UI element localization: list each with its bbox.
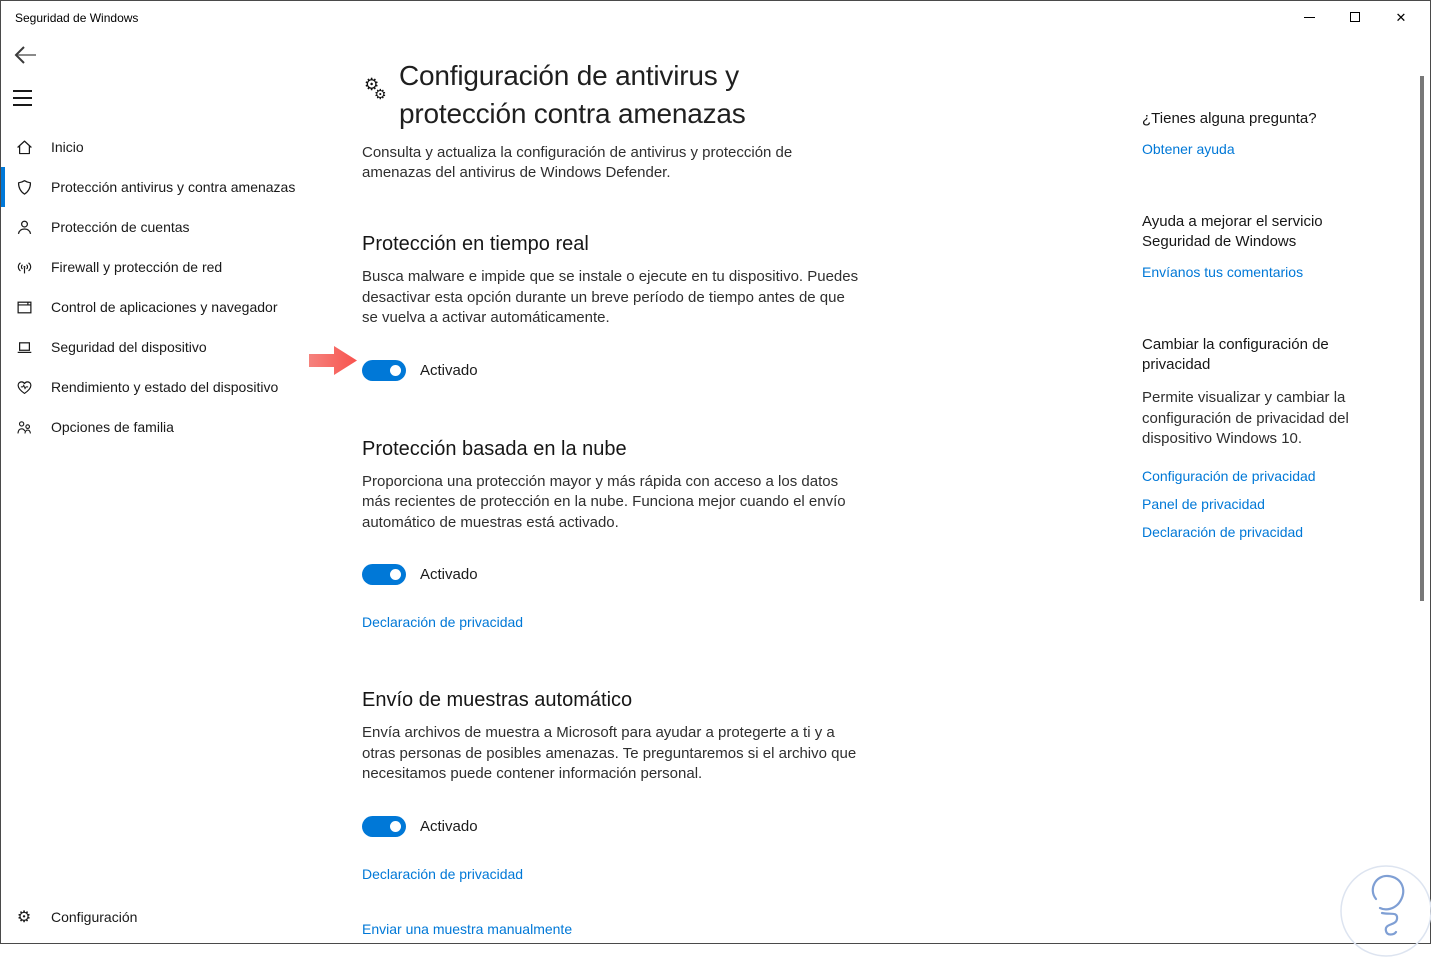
sidebar-bottom: [1, 897, 341, 937]
sidebar-item-label: Control de aplicaciones y navegador: [51, 299, 278, 315]
close-button[interactable]: [1378, 1, 1424, 33]
privacy-statement-link[interactable]: Declaración de privacidad: [362, 614, 524, 630]
improve-heading: Ayuda a mejorar el servicio Seguridad de Windows: [1142, 213, 1323, 250]
section-heading-muestras: Envío de muestras automático: [362, 689, 633, 711]
lightbulb-watermark-logo: [1324, 853, 1431, 965]
toggle-state-label: Activado: [420, 566, 478, 583]
person-icon: [15, 218, 33, 236]
selected-accent-bar: [1, 167, 5, 207]
sidebar-item-seguridad-dispositivo[interactable]: [1, 327, 341, 367]
sidebar-item-configuracion[interactable]: [1, 897, 341, 937]
toggle-switch-on[interactable]: [362, 360, 406, 381]
family-icon: [15, 418, 33, 436]
titlebar: [1, 1, 1430, 33]
sample-submission-toggle[interactable]: [362, 816, 867, 837]
network-icon: [15, 258, 33, 276]
window-title: Seguridad de Windows: [15, 11, 139, 25]
privacy-statement-link[interactable]: Declaración de privacidad: [362, 865, 524, 882]
privacy-statement-link[interactable]: Declaración de privacidad: [1142, 523, 1304, 540]
shield-icon: [15, 178, 33, 196]
window-controls: [1286, 1, 1424, 33]
page-title: Configuración de antivirus y protección contra amenazas: [399, 60, 746, 129]
red-arrow-annotation: [308, 345, 358, 376]
app-window-icon: [15, 298, 33, 316]
sidebar-item-label: Opciones de familia: [51, 419, 174, 435]
section-description: Proporciona una protección mayor y más rápida con acceso a los datos más recientes de protección en la nube. Funciona mejor cuando el envío automático de muestras está activado.: [362, 472, 846, 531]
cloud-protection-toggle[interactable]: [362, 564, 867, 585]
privacy-description: Permite visualizar y cambiar la configuración de privacidad del dispositivo Windows 10.: [1142, 389, 1349, 447]
hamburger-menu-button[interactable]: [13, 89, 35, 107]
settings-sections: [362, 233, 867, 939]
maximize-icon: [1350, 12, 1360, 22]
question-heading: ¿Tienes alguna pregunta?: [1142, 110, 1317, 127]
gear-icon: ⚙: [16, 909, 32, 926]
page-subtitle: Consulta y actualiza la configuración de antivirus y protección de amenazas del antivirus de Windows Defender.: [362, 144, 793, 181]
submit-sample-link[interactable]: Enviar una muestra manualmente: [362, 920, 573, 937]
sidebar-item-label: Firewall y protección de red: [51, 259, 223, 275]
section-description: Envía archivos de muestra a Microsoft para ayudar a protegerte a ti y a otras personas de posibles amenazas. Te preguntaremos si el archivo que necesitamos puede contener información personal.: [362, 724, 857, 782]
gears-icon: ⚙ ⚙: [364, 75, 387, 102]
get-help-link[interactable]: Obtener ayuda: [1142, 141, 1235, 157]
sidebar-item-rendimiento[interactable]: [1, 367, 341, 407]
toggle-switch-on[interactable]: [362, 564, 406, 585]
vertical-scrollbar-thumb[interactable]: [1420, 76, 1424, 601]
hamburger-icon: [13, 90, 32, 92]
back-arrow-icon: [13, 43, 39, 67]
sidebar-item-label: Protección de cuentas: [51, 219, 190, 235]
heart-icon: [15, 378, 33, 396]
privacy-heading: Cambiar la configuración de privacidad: [1142, 336, 1329, 373]
laptop-icon: [15, 338, 33, 356]
back-button[interactable]: [13, 43, 39, 67]
privacy-dashboard-link[interactable]: Panel de privacidad: [1142, 495, 1265, 512]
maximize-button[interactable]: [1332, 1, 1378, 33]
close-icon: ✕: [1395, 9, 1407, 25]
sidebar-item-label: Protección antivirus y contra amenazas: [51, 179, 296, 195]
section-description: Busca malware e impide que se instale o ejecute en tu dispositivo. Puedes desactivar esta opción durante un breve período de tiempo antes de que se vuelva a activar automáticamente.: [362, 268, 859, 326]
sidebar-item-opciones-familia[interactable]: [1, 407, 341, 447]
section-heading-tiempo-real: Protección en tiempo real: [362, 233, 589, 255]
toggle-switch-on[interactable]: [362, 816, 406, 837]
toggle-state-label: Activado: [420, 361, 478, 379]
toggle-state-label: Activado: [420, 817, 478, 835]
sidebar-item-inicio[interactable]: [1, 127, 341, 167]
privacy-settings-link[interactable]: Configuración de privacidad: [1142, 467, 1316, 484]
home-icon: [15, 138, 33, 156]
minimize-icon: [1304, 17, 1315, 18]
sidebar-item-label: Configuración: [51, 909, 138, 925]
section-heading-nube: Protección basada en la nube: [362, 437, 627, 460]
help-panel: [1142, 109, 1382, 540]
sidebar-item-label: Seguridad del dispositivo: [51, 339, 207, 355]
feedback-link[interactable]: Envíanos tus comentarios: [1142, 264, 1304, 280]
sidebar-item-label: Inicio: [51, 139, 84, 155]
sidebar-nav: [1, 127, 341, 447]
realtime-protection-toggle[interactable]: [362, 360, 867, 381]
sidebar-item-control-aplicaciones[interactable]: [1, 287, 341, 327]
sidebar-item-label: Rendimiento y estado del dispositivo: [51, 379, 279, 395]
sidebar-item-firewall[interactable]: [1, 247, 341, 287]
minimize-button[interactable]: [1286, 1, 1332, 33]
sidebar-item-proteccion-cuentas[interactable]: [1, 207, 341, 247]
sidebar-item-proteccion-antivirus[interactable]: [1, 167, 341, 207]
